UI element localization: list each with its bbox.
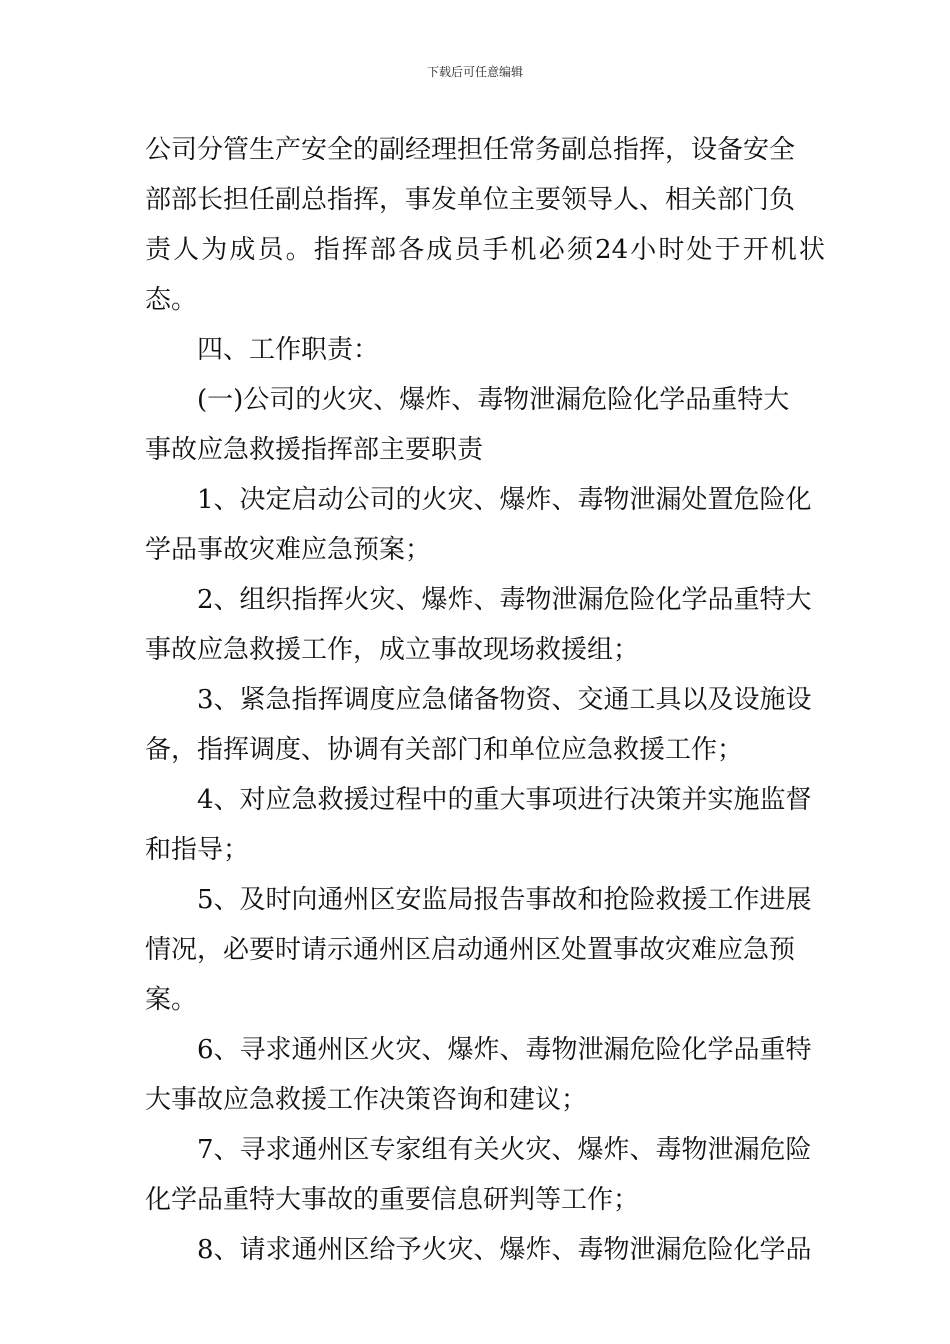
paragraph [145,475,825,575]
paragraph-line: 大事故应急救援工作决策咨询和建议； [145,1085,588,1115]
paragraph-line: 部部长担任副总指挥，事发单位主要领导人、相关部门负 [145,185,796,215]
paragraph-line: 2、组织指挥火灾、爆炸、毒物泄漏危险化学品重特大 [197,585,812,615]
paragraph [145,575,825,675]
paragraph-line: 备，指挥调度、协调有关部门和单位应急救援工作； [145,735,744,765]
paragraph [145,875,825,1025]
paragraph-line: 4、对应急救援过程中的重大事项进行决策并实施监督 [197,785,812,815]
paragraph-line: (一)公司的火灾、爆炸、毒物泄漏危险化学品重特大 [197,385,790,415]
paragraph-line: 和指导； [145,835,250,865]
paragraph-line: 1、决定启动公司的火灾、爆炸、毒物泄漏处置危险化 [197,485,812,515]
paragraph [145,325,825,375]
paragraph-line: 公司分管生产安全的副经理担任常务副总指挥，设备安全 [145,135,796,165]
paragraph-line: 5、及时向通州区安监局报告事故和抢险救援工作进展 [197,885,812,915]
paragraph [145,675,825,775]
paragraph [145,1125,825,1225]
paragraph-line: 3、紧急指挥调度应急储备物资、交通工具以及设施设 [197,685,812,715]
document-body [145,125,825,1275]
paragraph [145,375,825,475]
paragraph-line: 情况，必要时请示通州区启动通州区处置事故灾难应急预 [145,935,796,965]
paragraph [145,125,825,325]
paragraph-line: 责人为成员。指挥部各成员手机必须24小时处于开机状态。 [145,235,825,315]
paragraph [145,1225,825,1275]
paragraph-line: 学品事故灾难应急预案； [145,535,432,565]
page-header: 下载后可任意编辑 [426,65,523,79]
paragraph-line: 7、寻求通州区专家组有关火灾、爆炸、毒物泄漏危险 [197,1135,812,1165]
paragraph [145,775,825,875]
paragraph-line: 四、工作职责： [197,335,380,365]
paragraph-line: 案。 [145,985,198,1015]
paragraph [145,1025,825,1125]
paragraph-line: 8、请求通州区给予火灾、爆炸、毒物泄漏危险化学品 [197,1235,812,1265]
paragraph-line: 化学品重特大事故的重要信息研判等工作； [145,1185,640,1215]
paragraph-line: 事故应急救援工作，成立事故现场救援组； [145,635,640,665]
paragraph-line: 6、寻求通州区火灾、爆炸、毒物泄漏危险化学品重特 [197,1035,812,1065]
paragraph-line: 事故应急救援指挥部主要职责 [145,435,484,465]
